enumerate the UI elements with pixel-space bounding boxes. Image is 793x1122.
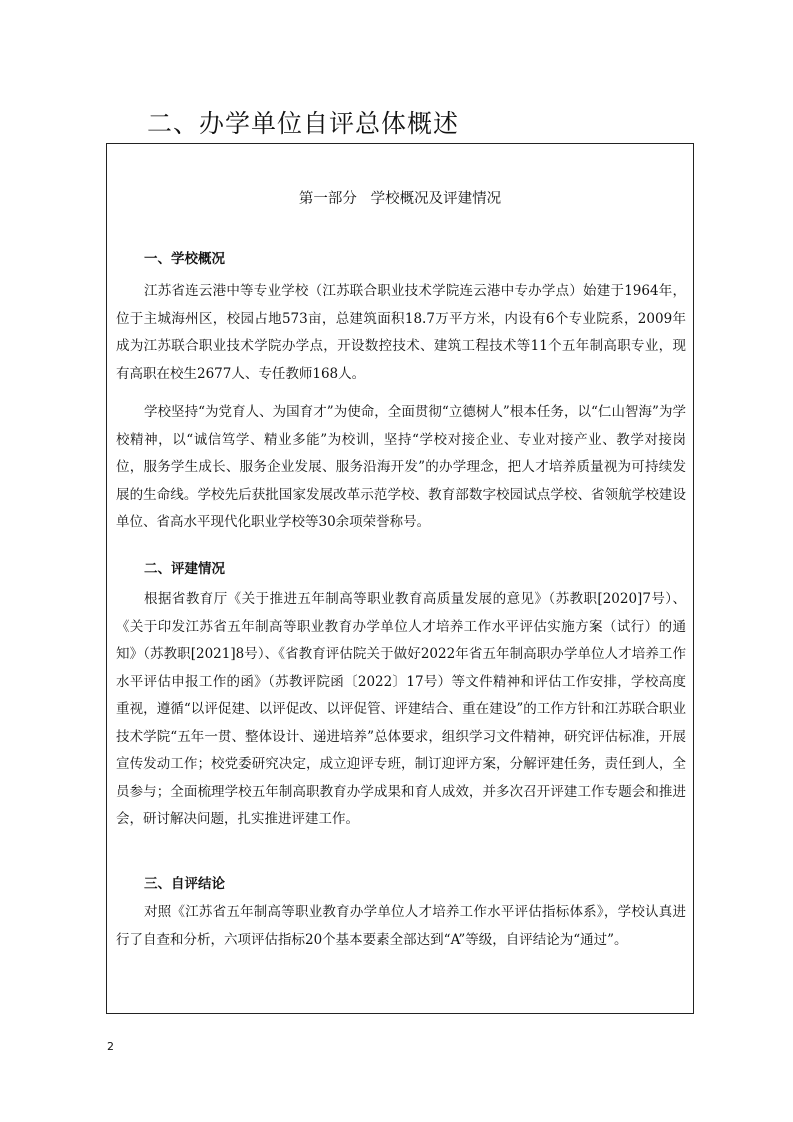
section-heading: 二、办学单位自评总体概述: [147, 109, 460, 138]
section-title-school-overview: 一、学校概况: [144, 251, 225, 267]
paragraph-school-overview-2: 学校坚持“为党育人、为国育才”为使命，全面贯彻“立德树人”根本任务，以“仁山智海”为学校精神，以“诚信笃学、精业多能”为校训，坚持“学校对接企业、专业对接产业、教学对接岗位，服务学生成长、服务企业发展、服务沿海开发”的办学理念，把人才培养质量视为可持续发展的生命线。学校先后获批国家发展改革示范学校、教育部数字校园试点学校、省领航学校建设单位、省高水平现代化职业学校等30余项荣誉称号。: [116, 404, 686, 530]
section-title-conclusion: 三、自评结论: [144, 876, 225, 892]
paragraph-school-overview-1: 江苏省连云港中等专业学校（江苏联合职业技术学院连云港中专办学点）始建于1964年，位于主城海州区，校园占地573亩，总建筑面积18.7万平方米，内设有6个专业院系，2009年成为江苏联合职业技术学院办学点，开设数控技术、建筑工程技术等11个五年制高职专业，现有高职在校生2677人、专任教师168人。: [116, 283, 686, 382]
page-number: 2: [107, 1040, 114, 1053]
paragraph-evaluation-1: 根据省教育厅《关于推进五年制高等职业教育高质量发展的意见》（苏教职[2020]7号）、《关于印发江苏省五年制高等职业教育办学单位人才培养工作水平评估实施方案（试行）的通知》（苏教职[2021]8号）、《省教育评估院关于做好2022年省五年制高职办学单位人才培养工作水平评估申报工作的函》（苏教评院函〔2022〕17号）等文件精神和评估工作安排，学校高度重视，遵循“以评促建、以评促改、以评促管、评建结合、重在建设”的工作方针和江苏联合职业技术学院“五年一贯、整体设计、递进培养”总体要求，组织学习文件精神，研究评估标准，开展宣传发动工作；校党委研究决定，成立迎评专班，制订迎评方案，分解评建任务，责任到人，全员参与；全面梳理学校五年制高职教育办学成果和育人成效，并多次召开评建工作专题会和推进会，研讨解决问题，扎实推进评建工作。: [116, 591, 686, 827]
summary-frame: [106, 143, 694, 1014]
section-title-evaluation: 二、评建情况: [144, 561, 225, 577]
part-title: 第一部分 学校概况及评建情况: [298, 191, 502, 207]
paragraph-conclusion-1: 对照《江苏省五年制高等职业教育办学单位人才培养工作水平评估指标体系》，学校认真进行了自查和分析，六项评估指标20个基本要素全部达到“A”等级，自评结论为“通过”。: [116, 904, 686, 948]
